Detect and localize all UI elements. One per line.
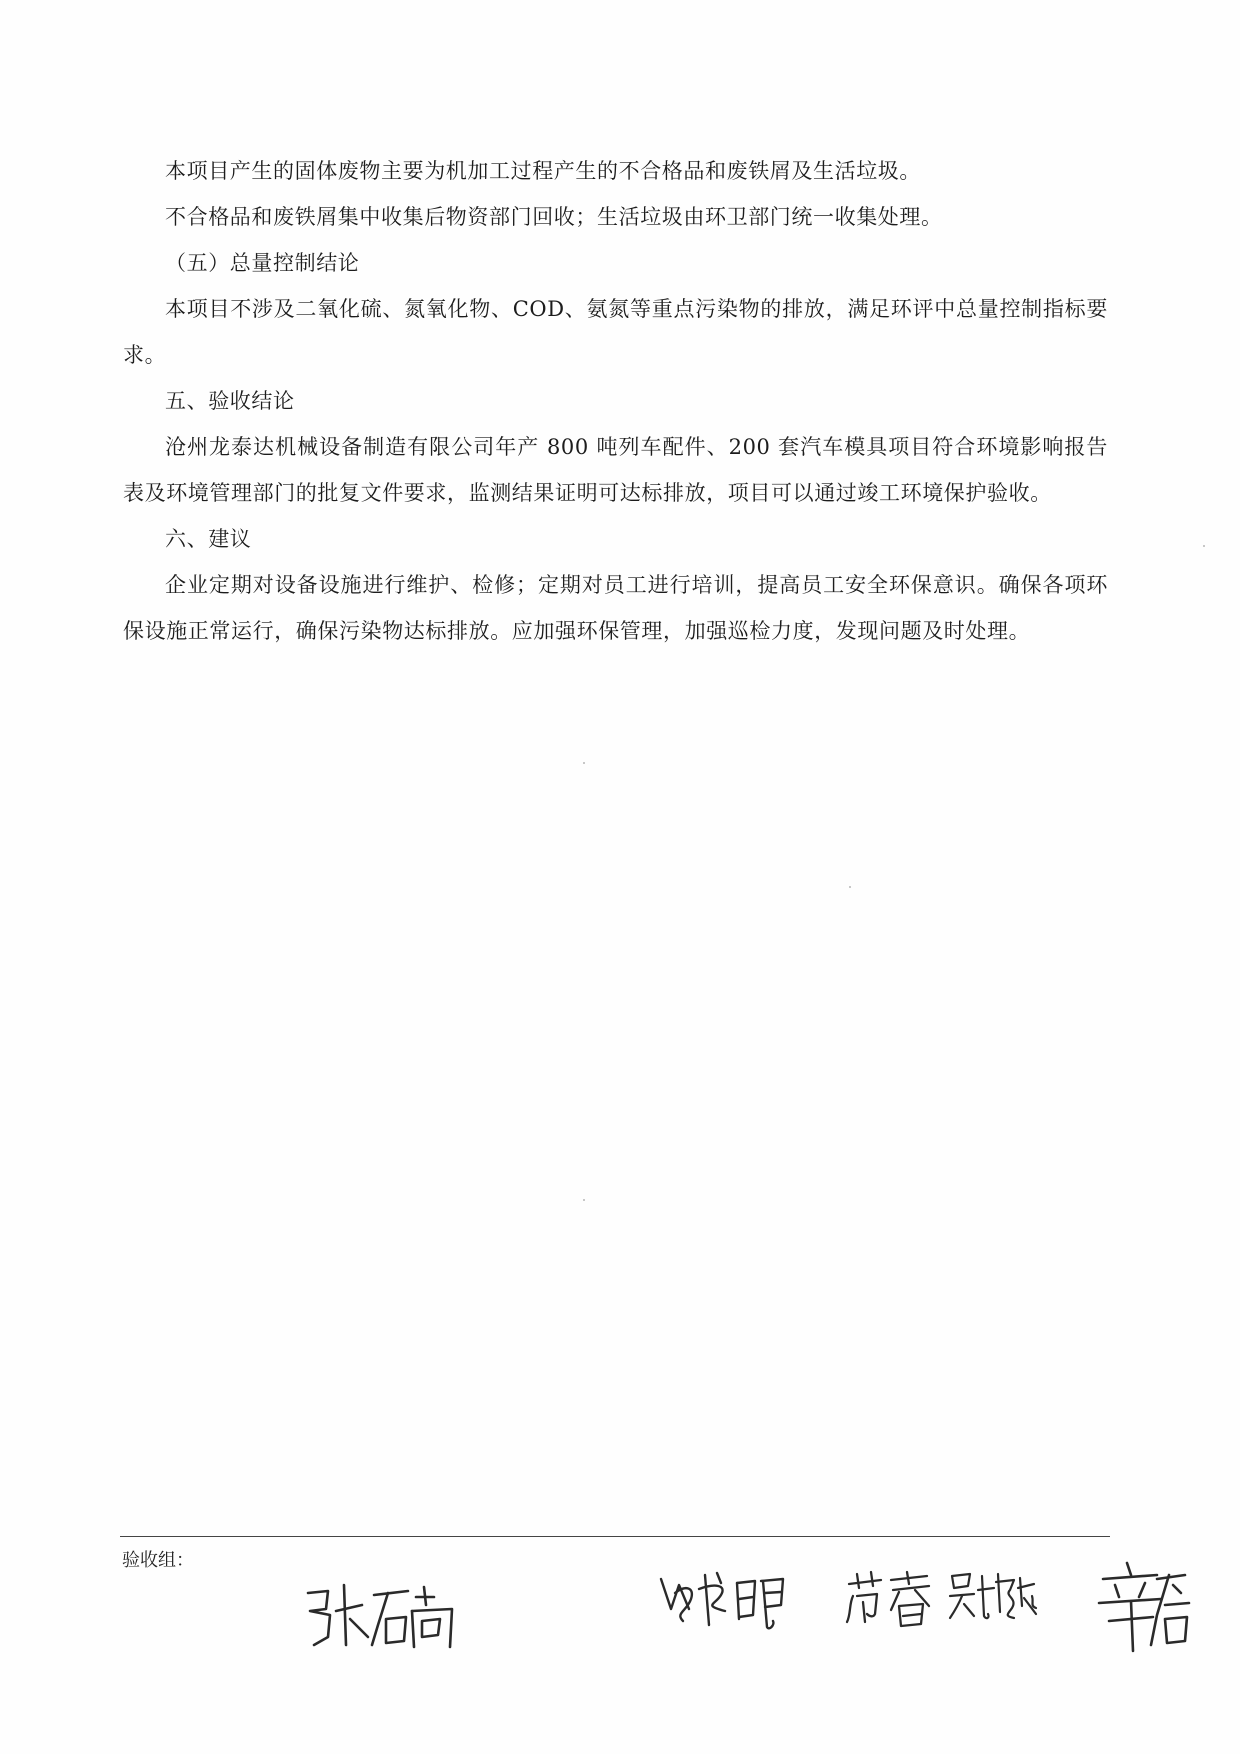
signature-1 — [300, 1575, 460, 1655]
paragraph-waste-handling: 不合格品和废铁屑集中收集后物资部门回收；生活垃圾由环卫部门统一收集处理。 — [165, 205, 943, 229]
heading-total-control: （五）总量控制结论 — [165, 251, 360, 275]
document-body — [123, 148, 1108, 654]
scan-speck — [583, 762, 585, 764]
scan-speck — [1203, 545, 1205, 547]
signature-4 — [948, 1568, 1038, 1623]
signature-3 — [845, 1570, 940, 1630]
paragraph-acceptance-conclusion: 沧州龙泰达机械设备制造有限公司年产 800 吨列车配件、200 套汽车模具项目符合环境影响报告表及环境管理部门的批复文件要求，监测结果证明可达标排放，项目可以通过竣工环境保护验收。 — [123, 435, 1108, 505]
scan-speck — [583, 1199, 585, 1201]
signature-5 — [1095, 1555, 1195, 1655]
signature-2 — [655, 1565, 795, 1635]
heading-suggestions: 六、建议 — [165, 527, 252, 551]
paragraph-suggestions: 企业定期对设备设施进行维护、检修；定期对员工进行培训，提高员工安全环保意识。确保各项环保设施正常运行，确保污染物达标排放。应加强环保管理，加强巡检力度，发现问题及时处理。 — [123, 573, 1108, 643]
paragraph-solid-waste: 本项目产生的固体废物主要为机加工过程产生的不合格品和废铁屑及生活垃圾。 — [165, 159, 921, 183]
footer-divider — [120, 1536, 1110, 1537]
acceptance-group-label: 验收组： — [122, 1550, 194, 1571]
heading-acceptance-conclusion: 五、验收结论 — [165, 389, 295, 413]
scan-speck — [849, 886, 851, 888]
paragraph-total-control: 本项目不涉及二氧化硫、氮氧化物、COD、氨氮等重点污染物的排放，满足环评中总量控制指标要求。 — [123, 297, 1108, 367]
